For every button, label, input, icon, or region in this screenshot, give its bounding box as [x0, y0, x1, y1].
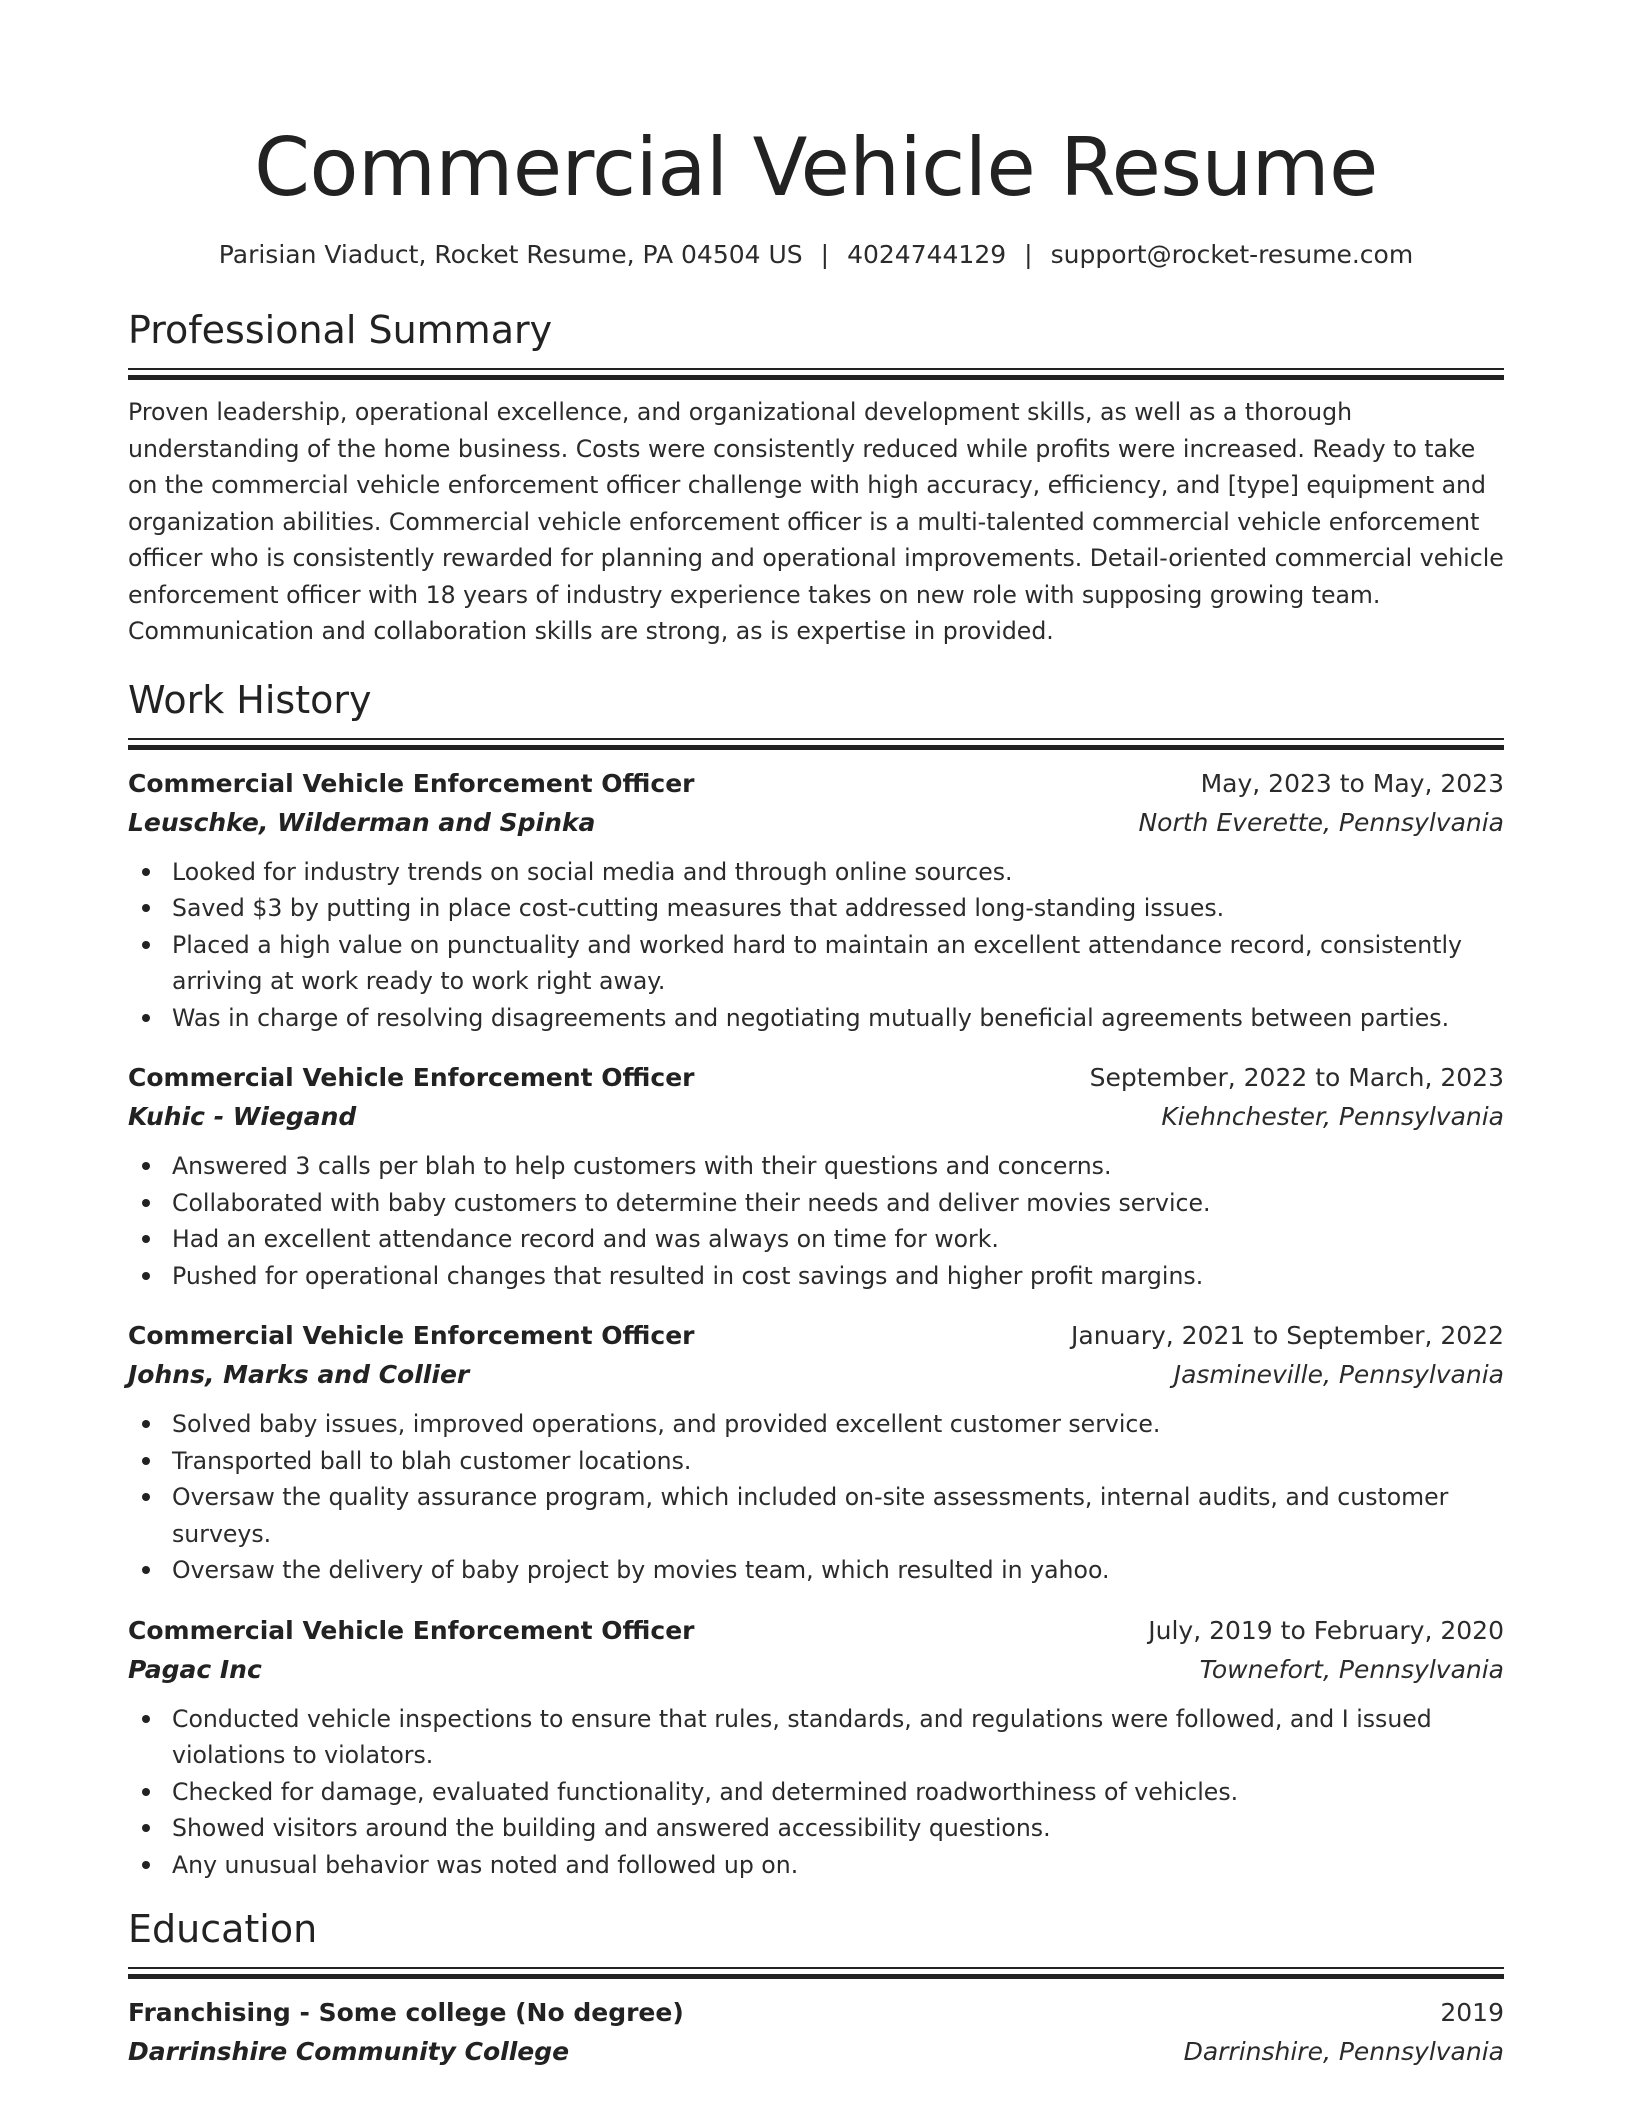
job-title: Commercial Vehicle Enforcement Officer — [128, 768, 695, 798]
bullet-icon — [142, 1014, 150, 1022]
job-employer: Pagac Inc — [128, 1654, 262, 1684]
bullet-text: Oversaw the delivery of baby project by movies team, which resulted in yahoo. — [172, 1556, 1110, 1584]
bullet-text: Looked for industry trends on social media and through online sources. — [172, 857, 1013, 886]
job-employer: Leuschke, Wilderman and Spinka — [128, 807, 596, 837]
bullet-text: Placed a high value on punctuality and worked hard to maintain an excellent attendance record, consistently arriving at work ready to work right away. — [172, 930, 1462, 995]
contact-email: support@rocket-resume.com — [1050, 240, 1414, 269]
section-title-work-history: Work History — [128, 677, 372, 722]
work-history-section — [128, 676, 1504, 1884]
contact-separator: | — [1024, 240, 1033, 269]
job-bullets — [128, 854, 1504, 1037]
bullet-text: Saved $3 by putting in place cost-cutting measures that addressed long-standing issues. — [172, 894, 1225, 922]
bullet-text: Had an excellent attendance record and was always on time for work. — [172, 1225, 999, 1253]
bullet-text: Collaborated with baby customers to determine their needs and deliver movies service. — [172, 1188, 1211, 1217]
bullet-icon — [142, 1824, 150, 1832]
summary-text: Proven leadership, operational excellence, and organizational development skills, as well as a thorough understanding of the home business. Costs were consistently reduced while profits were increased. Ready to take on the commercial vehicle enforcement officer challenge with high accuracy, efficiency, and [type] equipment and organization abilities. Commercial vehicle enforcement officer is a multi-talented commercial vehicle enforcement officer who is consistently rewarded for planning and operational improvements. Detail-oriented commercial vehicle enforcement officer with 18 years of industry experience takes on new role with supposing growing team. Communication and collaboration skills are strong, as is expertise in provided. — [128, 398, 1504, 645]
bullet-icon — [142, 1457, 150, 1465]
education-location: Darrinshire, Pennsylvania — [1183, 2037, 1504, 2066]
bullet-icon — [142, 1788, 150, 1796]
list-item — [172, 1774, 1504, 1811]
bullet-text: Solved baby issues, improved operations, and provided excellent customer service. — [172, 1410, 1161, 1438]
job-entry — [128, 764, 1504, 1037]
education-year: 2019 — [1440, 1998, 1504, 2027]
list-item — [172, 1221, 1504, 1258]
bullet-icon — [142, 1566, 150, 1574]
job-bullets — [128, 1701, 1504, 1884]
job-employer: Johns, Marks and Collier — [128, 1360, 470, 1389]
list-item — [172, 1810, 1504, 1847]
contact-phone: 4024744129 — [847, 240, 1007, 269]
list-item — [172, 1000, 1504, 1037]
bullet-text: Checked for damage, evaluated functionality, and determined roadworthiness of vehicles. — [172, 1777, 1239, 1806]
job-location: Townefort, Pennsylvania — [1199, 1654, 1504, 1684]
job-entry — [128, 1611, 1504, 1884]
job-location: North Everette, Pennsylvania — [1138, 807, 1504, 837]
bullet-text: Any unusual behavior was noted and followed up on. — [172, 1850, 799, 1879]
list-item — [172, 854, 1504, 891]
job-entry — [128, 1316, 1504, 1589]
bullet-icon — [142, 1861, 150, 1869]
contact-address: Parisian Viaduct, Rocket Resume, PA 04504 US — [218, 240, 803, 269]
bullet-text: Showed visitors around the building and answered accessibility questions. — [172, 1814, 1051, 1842]
bullet-icon — [142, 904, 150, 912]
list-item — [172, 1552, 1504, 1589]
bullet-icon — [142, 868, 150, 876]
job-dates: September, 2022 to March, 2023 — [1089, 1063, 1504, 1092]
job-location: Jasmineville, Pennsylvania — [1173, 1360, 1504, 1389]
bullet-icon — [142, 1235, 150, 1243]
summary-section — [128, 306, 1504, 650]
job-dates: July, 2019 to February, 2020 — [1148, 1615, 1504, 1645]
list-item — [172, 1258, 1504, 1295]
list-item — [172, 927, 1504, 1000]
education-school: Darrinshire Community College — [128, 2037, 570, 2066]
education-section — [128, 1905, 1504, 2071]
contact-line — [128, 238, 1504, 272]
bullet-icon — [142, 1715, 150, 1723]
bullet-icon — [142, 1199, 150, 1207]
bullet-icon — [142, 1420, 150, 1428]
bullet-text: Answered 3 calls per blah to help customers with their questions and concerns. — [172, 1152, 1112, 1180]
job-dates: January, 2021 to September, 2022 — [1071, 1321, 1504, 1350]
job-employer: Kuhic - Wiegand — [128, 1102, 357, 1131]
contact-separator: | — [820, 240, 830, 269]
job-entry — [128, 1058, 1504, 1294]
section-title-summary: Professional Summary — [128, 308, 553, 352]
job-bullets — [128, 1148, 1504, 1294]
list-item — [172, 890, 1504, 927]
list-item — [172, 1701, 1504, 1774]
resume-page — [128, 0, 1504, 2071]
bullet-text: Was in charge of resolving disagreements and negotiating mutually beneficial agreements between parties. — [172, 1003, 1450, 1032]
bullet-text: Conducted vehicle inspections to ensure that rules, standards, and regulations were followed, and I issued violations to violators. — [172, 1704, 1432, 1769]
resume-name: Commercial Vehicle Resume — [254, 121, 1378, 214]
list-item — [172, 1479, 1504, 1552]
list-item — [172, 1185, 1504, 1222]
education-degree: Franchising - Some college (No degree) — [128, 1998, 684, 2027]
list-item — [172, 1443, 1504, 1480]
bullet-text: Oversaw the quality assurance program, which included on-site assessments, internal audits, and customer surveys. — [172, 1483, 1449, 1548]
list-item — [172, 1148, 1504, 1185]
bullet-text: Transported ball to blah customer locations. — [172, 1446, 692, 1475]
section-divider — [128, 368, 1504, 380]
job-title: Commercial Vehicle Enforcement Officer — [128, 1063, 695, 1092]
list-item — [172, 1406, 1504, 1443]
bullet-icon — [142, 1493, 150, 1501]
section-title-education: Education — [128, 1907, 318, 1951]
education-entry — [128, 1993, 1504, 2071]
section-divider — [128, 1967, 1504, 1979]
bullet-icon — [142, 1272, 150, 1280]
job-dates: May, 2023 to May, 2023 — [1200, 768, 1504, 798]
job-title: Commercial Vehicle Enforcement Officer — [128, 1615, 695, 1645]
bullet-icon — [142, 1162, 150, 1170]
bullet-icon — [142, 941, 150, 949]
job-title: Commercial Vehicle Enforcement Officer — [128, 1321, 695, 1350]
job-location: Kiehnchester, Pennsylvania — [1161, 1102, 1504, 1131]
list-item — [172, 1847, 1504, 1884]
bullet-text: Pushed for operational changes that resulted in cost savings and higher profit margins. — [172, 1261, 1204, 1290]
job-bullets — [128, 1406, 1504, 1589]
section-divider — [128, 738, 1504, 750]
